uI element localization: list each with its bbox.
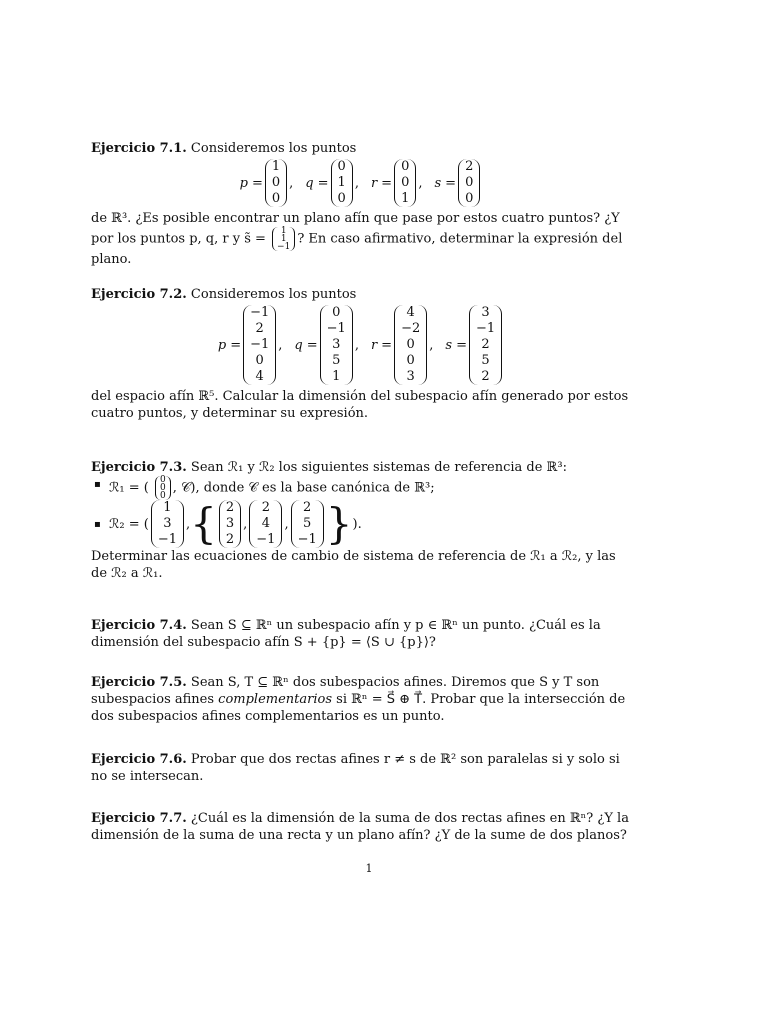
vector-entry: 2 [481, 337, 490, 352]
vector-entry: −1 [250, 305, 270, 320]
list-item-r1 [91, 476, 631, 500]
exercise-intro: Consideremos los puntos [190, 287, 357, 302]
column-vector [265, 159, 287, 207]
page-number: 1 [365, 862, 373, 875]
vector-q: q = 0 −1 3 5 1 , [294, 305, 359, 384]
column-vector [469, 305, 502, 385]
vector-r: r = 0 0 1 , [370, 159, 423, 206]
vector-r: r = 4 −2 0 0 3 , [370, 305, 434, 384]
vector-entry: 3 [163, 516, 172, 531]
vector-entry: −1 [256, 532, 276, 547]
vector-entry: −1 [326, 321, 346, 336]
text-part: ℛ₁ = ( [109, 480, 149, 496]
vector-entry: 5 [332, 353, 341, 368]
vector-name: r [370, 337, 378, 353]
vector-entry: 0 [337, 191, 346, 206]
exercise-title: Ejercicio 7.5. [91, 675, 187, 690]
column-vector-basis [219, 500, 241, 548]
text-part: de ℝ³. ¿Es posible encontrar un plano afín que pase por estos cuatro puntos? ¿Y por los puntos p, q, r y s̃ = [91, 211, 620, 247]
exercise-text: del espacio afín ℝ⁵. Calcular la dimensión del subespacio afín generado por estos cuatro puntos, y determinar su expresión. [91, 389, 629, 421]
vector-s: s = 3 −1 2 5 2 [445, 305, 504, 385]
vector-entry: 2 [261, 500, 270, 515]
text-part: ▪ ℛ₂ = ( [109, 516, 149, 532]
exercise-text: Sean S, T ⊆ ℝⁿ dos subespacios afines. Diremos que S y T son subespacios afines [91, 675, 600, 707]
vector-name: s [445, 337, 453, 353]
text-part: , 𝒞), donde 𝒞 es la base canónica de ℝ³; [172, 480, 435, 496]
exercise-text: Determinar las ecuaciones de cambio de sistema de referencia de ℛ₁ a ℛ₂, y las de ℛ₂ a ℛ₁. [91, 549, 616, 581]
vector-entry: −1 [297, 532, 317, 547]
vector-entry: 1 [163, 500, 172, 515]
vector-entry: 0 [271, 175, 281, 190]
vector-s: s = 2 0 0 [435, 159, 483, 207]
vector-entry: 4 [255, 369, 264, 384]
vector-entry: 0 [159, 475, 166, 485]
vector-entry: 2 [225, 532, 235, 547]
vector-entry: 1 [280, 226, 287, 236]
vector-name: p [217, 337, 227, 353]
column-vector-basis [249, 500, 282, 548]
vector-entry: 0 [271, 191, 281, 206]
vector-entry: 0 [465, 175, 474, 190]
vector-entry: 3 [481, 305, 490, 320]
exercise-title: Ejercicio 7.7. [91, 811, 187, 826]
exercise-text: si ℝⁿ = S⃗ ⊕ T⃗. Probar que la intersección de dos subespacios afines complementarios es un punto. [91, 692, 626, 724]
exercise-text: Sean S ⊆ ℝⁿ un subespacio afín y p ∈ ℝⁿ un punto. ¿Cuál es la dimensión del subespacio afín S + {p} = ⟨S ∪ {p}⟩? [91, 618, 601, 650]
vector-entry: 2 [465, 159, 474, 174]
exercise-title: Ejercicio 7.6. [91, 752, 187, 767]
exercise-title: Ejercicio 7.2. [91, 287, 187, 302]
vector-entry: −2 [401, 321, 421, 336]
vector-entry: 3 [225, 516, 235, 531]
emphasis-text: complementarios [218, 692, 333, 707]
list-item-r2: ▪ ℛ₂ = ( 1 3 −1 , { 2 3 2 , 2 4 −1 , 2 5 −1 } ). [91, 500, 631, 548]
points-row [91, 305, 631, 385]
column-vector-basis [291, 500, 324, 548]
vector-name: s [434, 175, 442, 191]
column-vector-stilde [272, 227, 295, 251]
vector-entry: −1 [475, 321, 496, 336]
exercise-title: Ejercicio 7.4. [91, 618, 187, 633]
vector-entry: 0 [406, 353, 415, 368]
vector-entry: 0 [401, 175, 410, 190]
vector-entry: 0 [332, 305, 341, 320]
text-part: ). [352, 516, 362, 532]
column-vector [394, 159, 416, 207]
vector-name: q [294, 337, 303, 353]
vector-entry: −1 [250, 337, 270, 352]
vector-p: p = −1 2 −1 0 4 , [217, 305, 283, 384]
vector-entry: 1 [332, 369, 341, 384]
column-vector-origin [151, 500, 184, 548]
vector-name: r [370, 175, 378, 191]
exercise-7-7 [91, 810, 631, 844]
vector-entry: 0 [337, 159, 346, 174]
vector-entry: 0 [465, 191, 474, 206]
exercise-text: Probar que dos rectas afines r ≠ s de ℝ² son paralelas si y solo si no se intersecan. [91, 752, 620, 784]
vector-p: p = 1 0 0 , [239, 159, 294, 206]
vector-entry: 0 [406, 337, 415, 352]
vector-entry: 2 [303, 500, 312, 515]
exercise-7-6 [91, 751, 631, 785]
vector-entry: 3 [406, 369, 415, 384]
vector-entry: 1 [280, 234, 287, 244]
exercise-text: ¿Cuál es la dimensión de la suma de dos rectas afines en ℝⁿ? ¿Y la dimensión de la suma de una recta y un plano afín? ¿Y de la sume de dos planos? [91, 811, 629, 843]
exercise-7-1 [91, 140, 631, 268]
vector-entry: 1 [401, 191, 410, 206]
column-vector [243, 305, 276, 385]
vector-entry: 2 [225, 500, 235, 515]
exercise-7-2 [91, 286, 631, 422]
vector-entry: 0 [159, 491, 166, 501]
vector-entry: 0 [159, 483, 166, 493]
vector-entry: 2 [255, 321, 264, 336]
column-vector [155, 476, 171, 500]
vector-entry: 2 [481, 369, 490, 384]
vector-entry: 3 [332, 337, 341, 352]
vector-entry: 4 [261, 516, 270, 531]
vector-entry: 1 [271, 159, 281, 174]
left-brace: { [190, 499, 217, 548]
vector-entry: 5 [481, 353, 490, 368]
exercise-intro: Sean ℛ₁ y ℛ₂ los siguientes sistemas de referencia de ℝ³: [190, 460, 567, 475]
right-brace: } [325, 499, 353, 548]
vector-entry: 0 [255, 353, 264, 368]
exercise-7-4 [91, 617, 631, 651]
column-vector [331, 159, 353, 207]
vector-entry: 4 [406, 305, 415, 320]
points-row [91, 159, 631, 207]
vector-entry: 0 [401, 159, 410, 174]
exercise-title: Ejercicio 7.1. [91, 141, 187, 156]
vector-q: q = 0 1 0 , [305, 159, 359, 206]
exercise-text [91, 210, 631, 268]
exercise-title: Ejercicio 7.3. [91, 460, 187, 475]
vector-entry: 1 [337, 175, 346, 190]
column-vector [394, 305, 427, 385]
vector-name: q [305, 175, 314, 191]
column-vector [458, 159, 480, 207]
text-part: ? En caso afirmativo, determinar la expresión del plano. [91, 231, 623, 267]
exercise-7-3 [91, 459, 631, 582]
vector-entry: 5 [303, 516, 312, 531]
exercise-intro: Consideremos los puntos [190, 141, 357, 156]
column-vector [320, 305, 353, 385]
vector-entry: −1 [277, 242, 291, 252]
vector-entry: −1 [157, 532, 177, 547]
vector-name: p [239, 175, 248, 191]
exercise-7-5 [91, 674, 631, 725]
